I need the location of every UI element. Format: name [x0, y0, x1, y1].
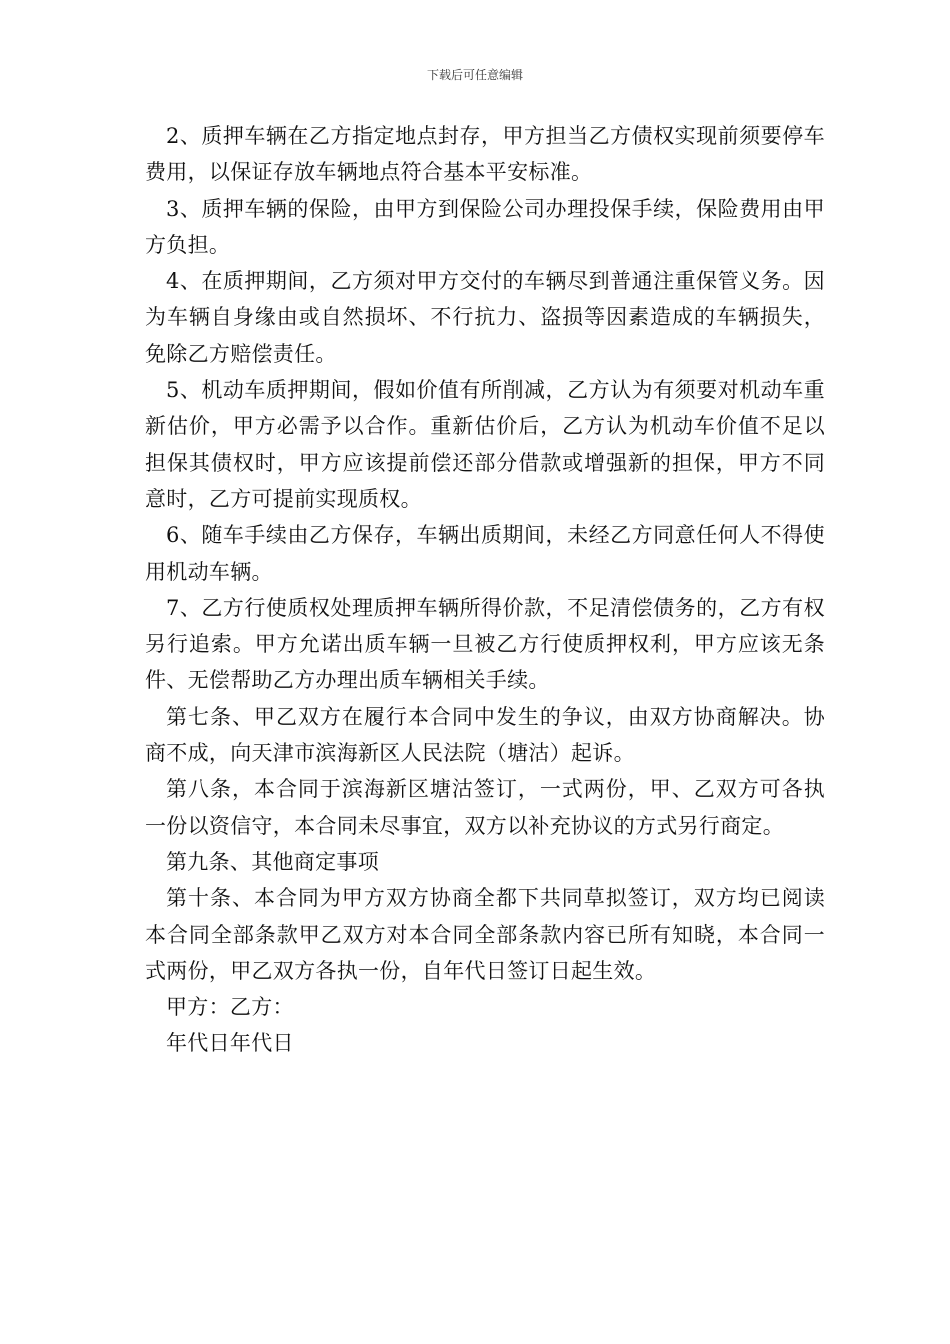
clause-4: 4、在质押期间，乙方须对甲方交付的车辆尽到普通注重保管义务。因为车辆自身缘由或自然损坏、不行抗力、盗损等因素造成的车辆损失，免除乙方赔偿责任。 — [145, 269, 825, 366]
clause-6: 6、随车手续由乙方保存，车辆出质期间，未经乙方同意任何人不得使用机动车辆。 — [145, 523, 825, 584]
article-10: 第十条、本合同为甲方双方协商全都下共同草拟签订，双方均已阅读本合同全部条款甲乙双方对本合同全部条款内容已所有知晓，本合同一式两份，甲乙双方各执一份，自年代日签订日起生效。 — [145, 886, 825, 983]
document-body — [145, 118, 825, 1062]
article-7: 第七条、甲乙双方在履行本合同中发生的争议，由双方协商解决。协商不成，向天津市滨海新区人民法院（塘沽）起诉。 — [145, 704, 825, 766]
page-header: 下载后可任意编辑 — [426, 68, 523, 82]
clause-2: 2、质押车辆在乙方指定地点封存，甲方担当乙方债权实现前须要停车费用，以保证存放车辆地点符合基本平安标准。 — [145, 124, 825, 185]
signature-dates: 年代日年代日 — [166, 1031, 294, 1056]
article-8: 第八条，本合同于滨海新区塘沽签订，一式两份，甲、乙双方可各执一份以资信守，本合同未尽事宜，双方以补充协议的方式另行商定。 — [145, 777, 825, 838]
clause-7: 7、乙方行使质权处理质押车辆所得价款，不足清偿债务的，乙方有权另行追索。甲方允诺出质车辆一旦被乙方行使质押权利，甲方应该无条件、无偿帮助乙方办理出质车辆相关手续。 — [145, 595, 825, 693]
clause-5: 5、机动车质押期间，假如价值有所削减，乙方认为有须要对机动车重新估价，甲方必需予以合作。重新估价后，乙方认为机动车价值不足以担保其债权时，甲方应该提前偿还部分借款或增强新的担保，甲方不同意时，乙方可提前实现质权。 — [145, 378, 825, 511]
article-9: 第九条、其他商定事项 — [166, 849, 379, 874]
clause-3: 3、质押车辆的保险，由甲方到保险公司办理投保手续，保险费用由甲方负担。 — [145, 196, 825, 257]
signature-parties: 甲方：乙方： — [166, 995, 294, 1020]
